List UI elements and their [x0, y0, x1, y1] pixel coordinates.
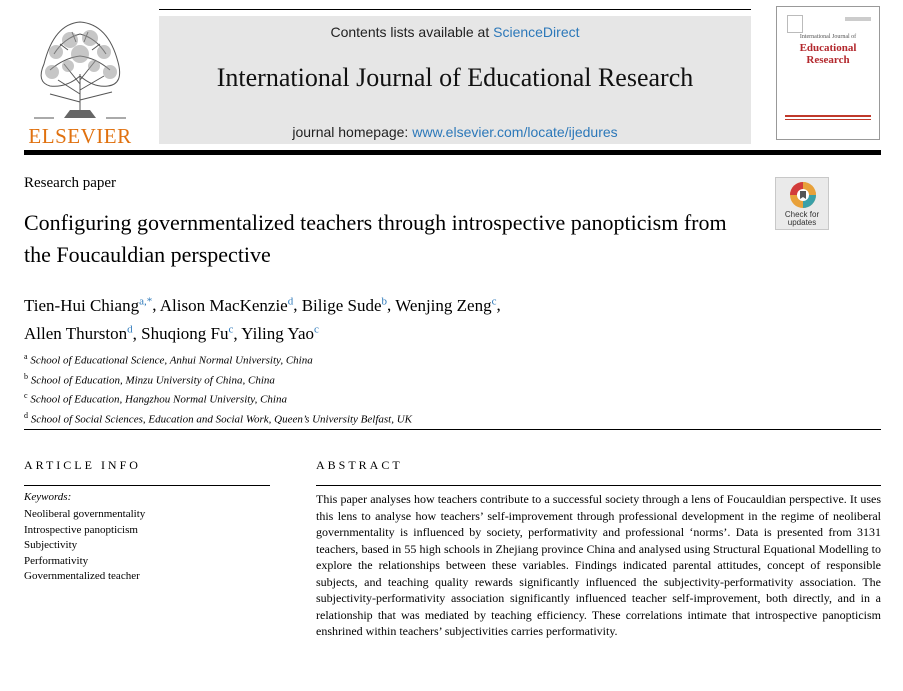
author[interactable]: Yiling Yao$^c$ — [241, 323, 319, 344]
author-affil-sup[interactable]: b — [381, 295, 388, 307]
cover-title-line-2: Research — [806, 54, 850, 66]
homepage-prefix: journal homepage: — [292, 124, 413, 140]
journal-header — [24, 6, 882, 156]
keyword-item: Governmentalized teacher — [24, 570, 140, 583]
cover-issn-mark — [845, 17, 871, 21]
paper-type: Research paper — [24, 175, 117, 191]
updates-line-1: Check for — [784, 210, 820, 219]
cover-stripe-thin — [785, 119, 871, 120]
keywords-label: Keywords: — [24, 491, 72, 503]
section-divider — [24, 429, 881, 430]
affiliation: $^d$ School of Social Sciences, Education and Social Work, Queen’s University Belfast, UK — [24, 410, 413, 426]
affiliation: $^b$ School of Education, Minzu University of China, China — [24, 371, 275, 387]
author[interactable]: Allen Thurston$^d$ — [24, 323, 133, 344]
author[interactable]: Wenjing Zeng$^c$ — [395, 295, 497, 315]
check-for-updates-icon — [776, 178, 830, 212]
cover-small-title: International Journal of — [799, 34, 857, 40]
article-info-heading: ARTICLE INFO — [24, 458, 141, 472]
author[interactable]: Shuqiong Fu$^c$ — [141, 323, 234, 344]
cover-stripe — [785, 115, 871, 117]
journal-cover-thumbnail[interactable] — [776, 6, 880, 140]
journal-banner — [159, 16, 751, 144]
affiliation: $^c$ School of Education, Hangzhou Normal University, China — [24, 391, 287, 406]
journal-title: International Journal of Educational Research — [216, 63, 694, 92]
check-for-updates-badge[interactable] — [775, 177, 829, 230]
author-affil-sup[interactable]: d — [287, 295, 294, 307]
abstract-heading: ABSTRACT — [316, 458, 403, 472]
article-title: Configuring governmentalized teachers through introspective panopticism from the Foucauldian perspective — [24, 210, 727, 267]
keyword-list — [24, 507, 145, 585]
author-affil-sup[interactable]: c — [228, 323, 234, 336]
keyword-item: Introspective panopticism — [24, 523, 138, 536]
sciencedirect-link[interactable]: ScienceDirect — [493, 24, 580, 40]
author-affil-sup[interactable]: d — [127, 323, 133, 336]
updates-line-2: updates — [787, 218, 817, 227]
article-info-rule — [24, 485, 270, 486]
affiliation-list — [24, 349, 724, 428]
author[interactable]: Bilige Sude$^b$ — [301, 295, 388, 315]
author[interactable]: Alison MacKenzie$^d$ — [159, 295, 294, 315]
keyword-item: Performativity — [24, 554, 89, 567]
homepage-link[interactable]: www.elsevier.com/locate/ijedures — [412, 124, 618, 140]
contents-line — [159, 24, 751, 40]
elsevier-logo[interactable] — [24, 14, 136, 146]
header-top-rule — [159, 9, 751, 10]
check-for-updates-label — [776, 211, 828, 227]
abstract-text: This paper analyses how teachers contribute to a successful society through a lens of Foucauldian perspective. It uses this lens to analyse how teachers’ self-improvement through professional development in the regime of neoliberal governmentality is influenced by society, performativity and professional ‘norms’. Data is presented from 3131 teachers, based in 55 high schools in Zhejiang province China and analysed using Structural Equational Modelling to explore the relationships between these variables. Findings indicated parental attitudes, concept of responsible subjects, and teaching quality rewards significantly influenced the subjectivity-performativity association. The subjectivity-performativity association significantly influenced teacher self-improvement, both directly, and in a relationship that was mediated by teaching efficiency. These correlations intimate that introspective panopticism enshrined within teachers’ subjectivities carries performativity. — [316, 492, 881, 638]
abstract-rule — [316, 485, 881, 486]
author-affil-sup[interactable]: c — [491, 295, 497, 307]
affiliation: $^a$ School of Educational Science, Anhui Normal University, China — [24, 352, 313, 367]
cover-logo-mark — [787, 15, 803, 33]
keyword-item: Neoliberal governmentality — [24, 508, 146, 520]
elsevier-tree-icon — [24, 14, 136, 122]
author-affil-sup[interactable]: a,* — [139, 295, 153, 307]
keyword-item: Subjectivity — [24, 539, 78, 552]
cover-title — [777, 42, 879, 66]
homepage-line — [159, 124, 751, 140]
author-affil-sup[interactable]: c — [314, 323, 319, 336]
author[interactable]: Tien-Hui Chiang$^{a,*}$ — [24, 295, 153, 315]
elsevier-wordmark: ELSEVIER — [28, 124, 132, 148]
cover-title-line-1: Educational — [799, 42, 857, 54]
author-list: Tien-Hui Chiang$^{a,*}$, Alison MacKenzie$^d$, Bilige Sude$^b$, Wenjing Zeng$^c$, Allen Thurston$^d$, Shuqiong Fu$^c$, Yiling Yao$^c$ — [24, 295, 501, 344]
header-divider — [24, 150, 881, 155]
contents-prefix: Contents lists available at — [330, 24, 494, 40]
